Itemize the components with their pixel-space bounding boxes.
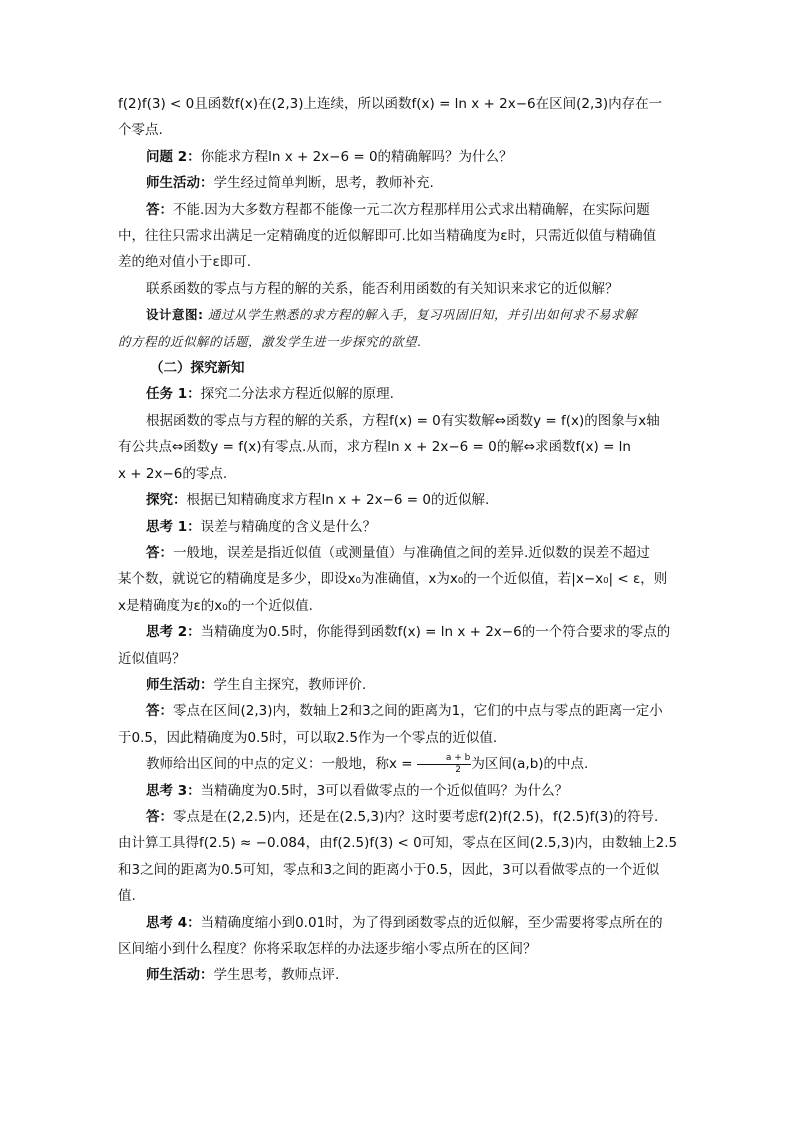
paragraph-equivalence-cont: 有公共点⇔函数y = f(x)有零点.从而，求方程ln x + 2x−6 = 0的解⇔求函数f(x) = ln x + 2x−6的零点. (118, 439, 631, 482)
explore-prompt: 探究：根据已知精确度求方程ln x + 2x−6 = 0的近似解. (146, 492, 490, 509)
think-3: 思考 3：当精确度为0.5时，3可以看做零点的一个近似值吗？为什么？ (146, 782, 569, 799)
think-2-cont: 近似值吗？ (118, 650, 186, 667)
midpoint-fraction: $\frac{a + b}{2}$ (417, 753, 472, 776)
design-intent-1-cont: 的方程的近似解的话题，激发学生进一步探究的欲望. (118, 333, 422, 349)
answer-think-3-cont: 由计算工具得f(2.5) ≈ −0.084，由f(2.5)f(3) < 0可知，零点在区间(2.5,3)内，由数轴上2.5 和3之间的距离为0.5可知，零点和3之间的距离小于0.5，因此，3可以看做零点的一个近似 值. (118, 835, 678, 905)
transition-question: 联系函数的零点与方程的解的关系，能否利用函数的有关知识来求它的近似解？ (146, 280, 619, 297)
question-2: 问题 2：你能求方程ln x + 2x−6 = 0的精确解吗？为什么？ (146, 148, 513, 165)
answer-question-2-cont: 中，往往只需求出满足一定精确度的近似解即可.比如当精确度为ε时，只需近似值与精确值 差的绝对值小于ε即可. (118, 228, 657, 271)
answer-think-1: 答：一般地，误差是指近似值（或测量值）与准确值之间的差异.近似数的误差不超过 (146, 544, 650, 561)
think-1: 思考 1：误差与精确度的含义是什么？ (146, 518, 377, 535)
paragraph-equivalence: 根据函数的零点与方程的解的关系，方程f(x) = 0有实数解⇔函数y = f(x)的图象与x轴 (146, 412, 660, 429)
midpoint-definition: 教师给出区间的中点的定义：一般地，称x = $\frac{a + b}{2}$ 为区间(a,b)的中点. (146, 753, 589, 776)
teacher-student-activity-1: 师生活动：学生经过简单判断，思考，教师补充. (146, 175, 434, 192)
design-intent-1: 设计意图: 通过从学生熟悉的求方程的解入手，复习巩固旧知，并引出如何求不易求解 (146, 307, 637, 323)
answer-think-3: 答：零点是在(2,2.5)内，还是在(2.5,3)内？这时要考虑f(2)f(2.5)，f(2.5)f(3)的符号. (146, 808, 659, 825)
task-1: 任务 1：探究二分法求方程近似解的原理. (146, 386, 394, 403)
think-2: 思考 2：当精确度为0.5时，你能得到函数f(x) = ln x + 2x−6的一个符合要求的零点的 (146, 624, 671, 641)
teacher-student-activity-3: 师生活动：学生思考，教师点评. (146, 967, 340, 984)
paragraph-zero-existence: f(2)f(3) < 0且函数f(x)在(2,3)上连续，所以函数f(x) = ln x + 2x−6在区间(2,3)内存在一 个零点. (118, 96, 663, 139)
think-4: 思考 4：当精确度缩小到0.01时，为了得到函数零点的近似解，至少需要将零点所在的 (146, 914, 663, 931)
think-4-cont: 区间缩小到什么程度？你将采取怎样的办法逐步缩小零点所在的区间？ (118, 941, 537, 957)
teacher-student-activity-2: 师生活动：学生自主探究，教师评价. (146, 676, 367, 693)
section-heading-explore: （二）探究新知 (150, 360, 245, 377)
answer-question-2: 答：不能.因为大多数方程都不能像一元二次方程那样用公式求出精确解，在实际问题 (146, 201, 650, 218)
answer-think-2: 答：零点在区间(2,3)内，数轴上2和3之间的距离为1，它们的中点与零点的距离一定小 (146, 703, 663, 720)
answer-think-2-cont: 于0.5，因此精确度为0.5时，可以取2.5作为一个零点的近似值. (118, 729, 498, 746)
answer-think-1-cont: 某个数，就说它的精确度是多少，即设x₀为准确值，x为x₀的一个近似值，若|x−x₀| < ε，则 x是精确度为ε的x₀的一个近似值. (118, 571, 668, 614)
document-page (118, 91, 678, 989)
